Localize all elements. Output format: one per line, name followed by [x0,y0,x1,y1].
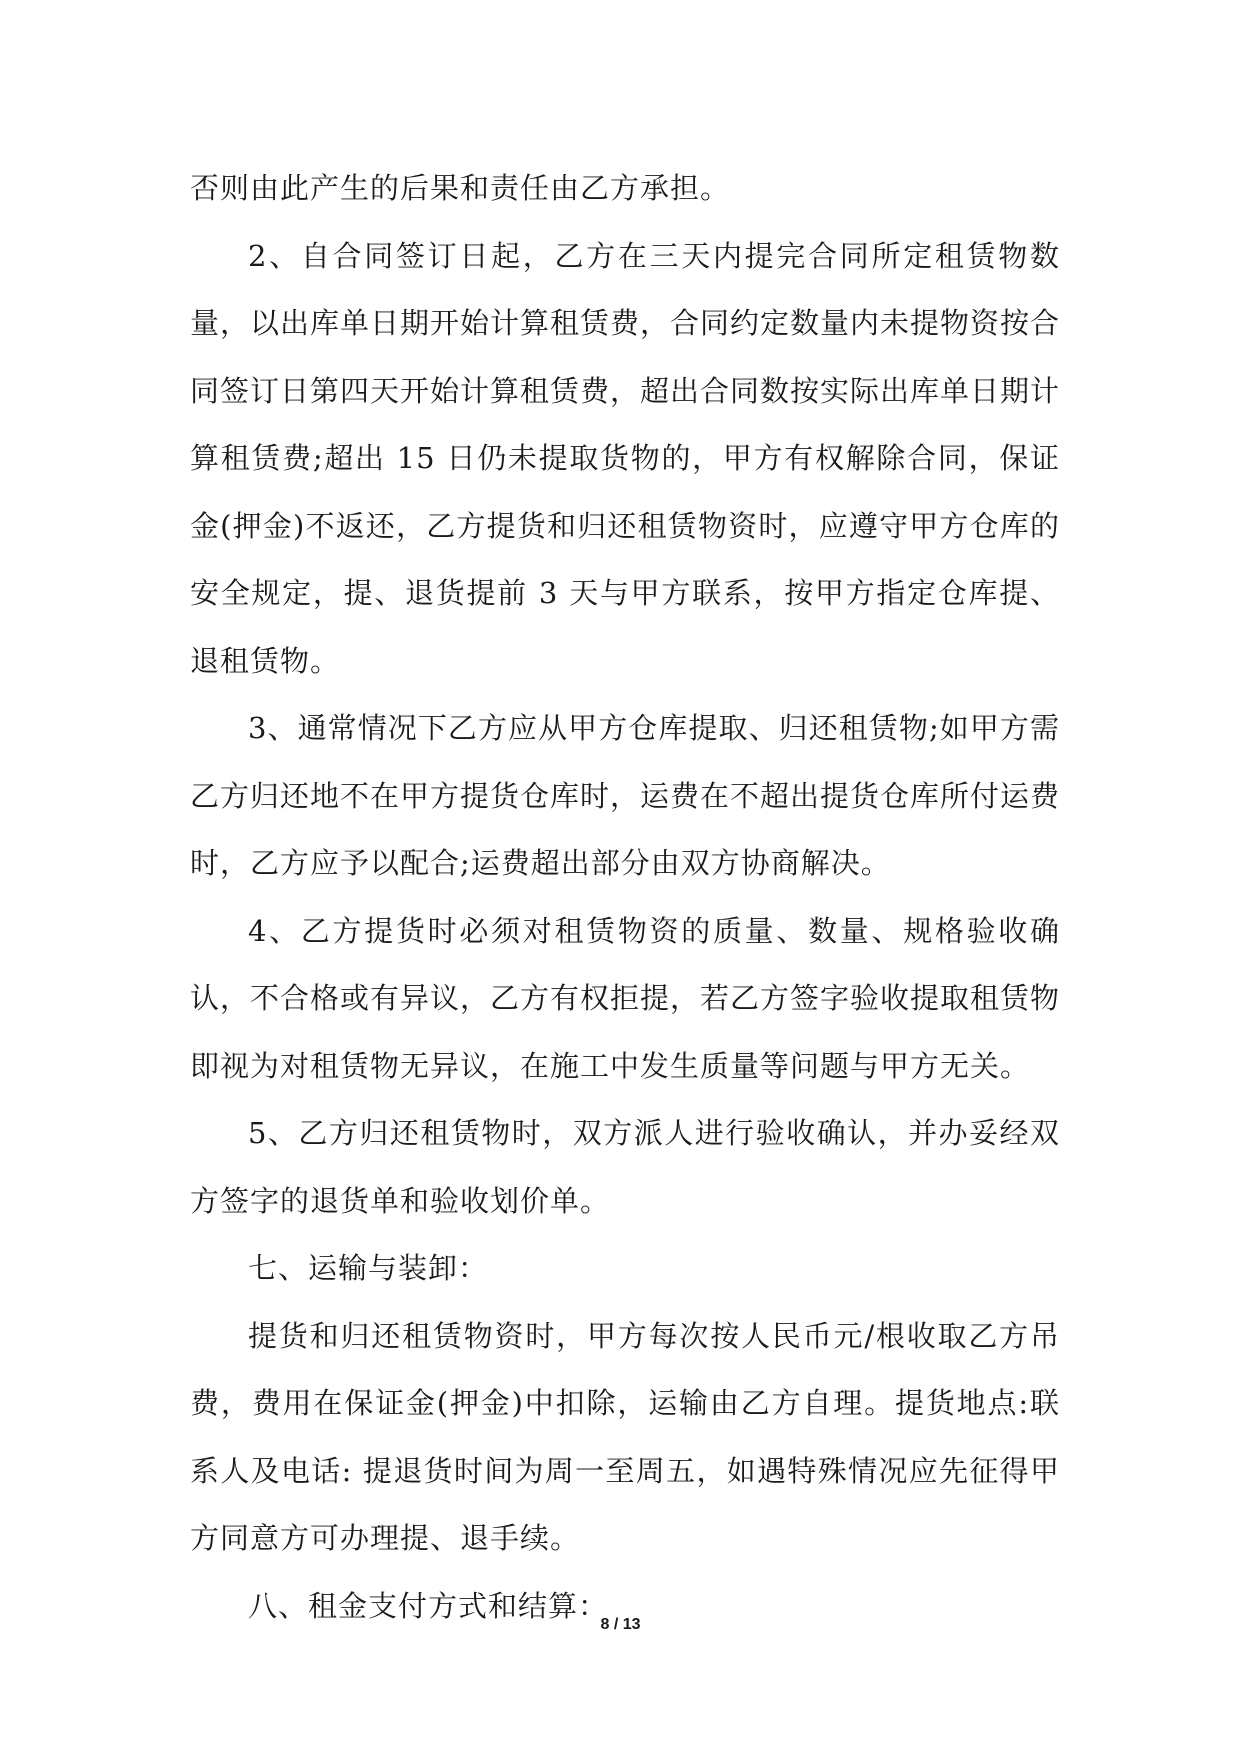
paragraph-transport-terms: 提货和归还租赁物资时，甲方每次按人民币元/根收取乙方吊费，费用在保证金(押金)中扣除，运输由乙方自理。提货地点:联系人及电话: 提退货时间为周一至周五，如遇特殊情况应先征得甲方同意方可办理提、退手续。 [190,1318,1060,1555]
paragraph-clause-3: 3、通常情况下乙方应从甲方仓库提取、归还租赁物;如甲方需乙方归还地不在甲方提货仓库时，运费在不超出提货仓库所付运费时，乙方应予以配合;运费超出部分由双方协商解决。 [190,711,1061,880]
paragraph-clause-2: 2、自合同签订日起，乙方在三天内提完合同所定租赁物数量，以出库单日期开始计算租赁费，合同约定数量内未提物资按合同签订日第四天开始计算租赁费，超出合同数按实际出库单日期计算租赁费;超出 15 日仍未提取货物的，甲方有权解除合同，保证金(押金)不返还，乙方提货和归还租赁物资时，应遵守甲方仓库的安全规定，提、退货提前 3 天与甲方联系，按甲方指定仓库提、退租赁物。 [190,238,1061,678]
section-heading-transport: 七、运输与装卸： [248,1251,489,1285]
document-body [190,155,1060,1640]
page-number: 8 / 13 [600,1616,641,1633]
section-heading-payment: 八、租金支付方式和结算： [248,1588,609,1623]
paragraph-clause-5: 5、乙方归还租赁物时，双方派人进行验收确认，并办妥经双方签字的退货单和验收划价单。 [190,1116,1060,1218]
paragraph-continuation: 否则由此产生的后果和责任由乙方承担。 [190,171,731,205]
paragraph-clause-4: 4、乙方提货时必须对租赁物资的质量、数量、规格验收确认，不合格或有异议，乙方有权拒提，若乙方签字验收提取租赁物即视为对租赁物无异议，在施工中发生质量等问题与甲方无关。 [190,913,1061,1083]
